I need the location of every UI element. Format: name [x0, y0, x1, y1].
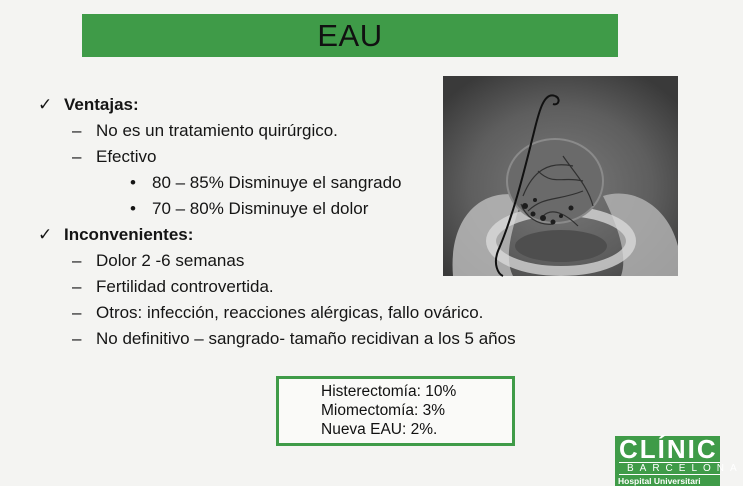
dash-icon: – — [72, 329, 82, 348]
summary-line-miomectomia: Miomectomía: 3% — [321, 402, 446, 419]
slide-title-text: EAU — [317, 17, 383, 53]
bullet-dot-icon: • — [130, 199, 136, 218]
summary-line-histerectomia: Histerectomía: 10% — [321, 383, 457, 400]
slide-title — [82, 14, 618, 57]
list-item-text: Dolor 2 -6 semanas — [96, 251, 245, 270]
sub-list-item-text: 70 – 80% Disminuye el dolor — [152, 199, 369, 218]
bullet-dot-icon: • — [130, 173, 136, 192]
dash-icon: – — [72, 121, 82, 140]
dash-icon: – — [72, 147, 82, 166]
list-item-text: Efectivo — [96, 147, 157, 166]
list-item-text: No definitivo – sangrado- tamaño recidivan a los 5 años — [96, 329, 516, 348]
list-item-text: No es un tratamiento quirúrgico. — [96, 121, 338, 140]
list-item — [38, 326, 618, 352]
checkmark-icon: ✓ — [38, 225, 53, 244]
summary-line-nueva-eau: Nueva EAU: 2%. — [321, 421, 438, 438]
list-item-text: Fertilidad controvertida. — [96, 277, 274, 296]
summary-box — [276, 376, 515, 446]
angiography-image — [443, 76, 678, 276]
dash-icon: – — [72, 251, 82, 270]
checkmark-icon: ✓ — [38, 95, 53, 114]
angiography-illustration — [443, 76, 678, 276]
logo-name: CLÍNIC — [619, 434, 718, 464]
section-label: Ventajas: — [64, 95, 139, 114]
dash-icon: – — [72, 303, 82, 322]
logo-city: BARCELONA — [619, 462, 720, 475]
list-item-text: Otros: infección, reacciones alérgicas, fallo ovárico. — [96, 303, 484, 322]
logo-subtitle: Hospital Universitari — [618, 476, 701, 486]
list-item — [38, 300, 618, 326]
sub-list-item-text: 80 – 85% Disminuye el sangrado — [152, 173, 402, 192]
clinic-logo — [615, 434, 743, 486]
dash-icon: – — [72, 277, 82, 296]
list-item — [38, 274, 618, 300]
section-label: Inconvenientes: — [64, 225, 194, 244]
